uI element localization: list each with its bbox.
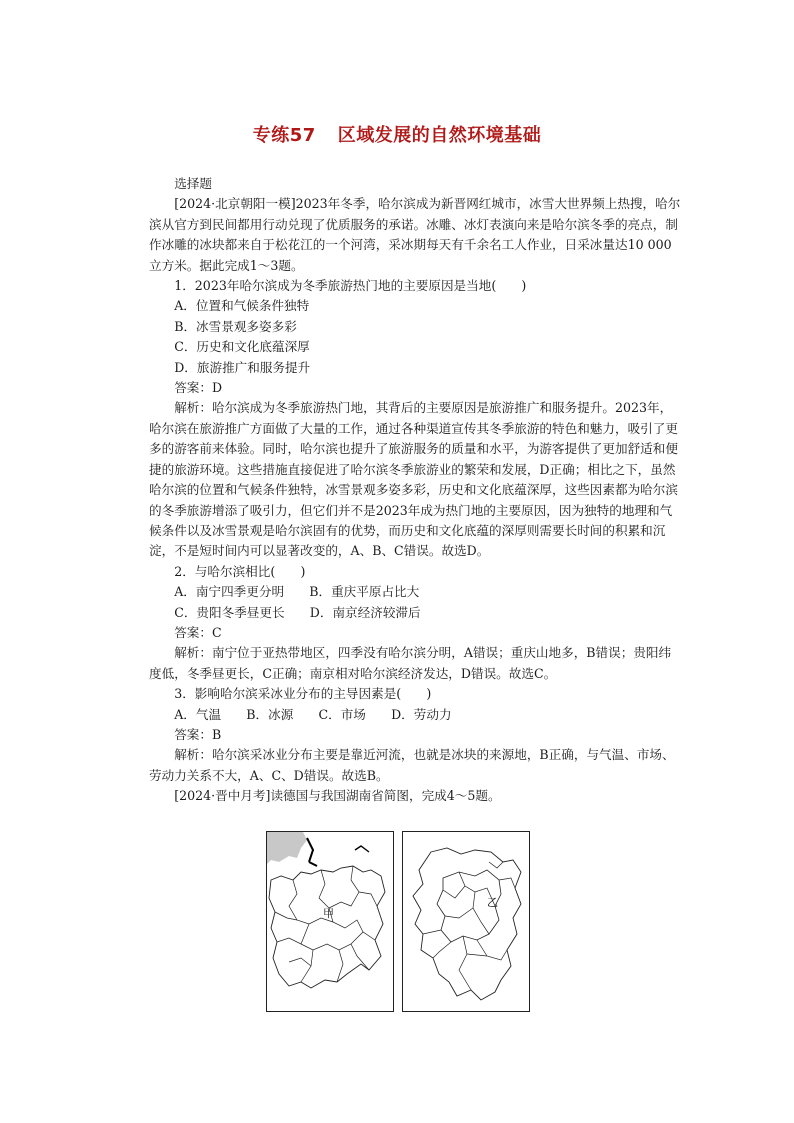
question-3-stem: 3．影响哈尔滨采冰业分布的主导因素是( ) <box>174 686 432 702</box>
question-2-stem: 2．与哈尔滨相比( ) <box>174 563 306 579</box>
question-1-stem: 1．2023年哈尔滨成为冬季旅游热门地的主要原因是当地( ) <box>174 278 527 294</box>
question-3-answer: 答案：B <box>174 726 222 742</box>
material-intro-2: [2024·晋中月考]读德国与我国湖南省简图，完成4～5题。 <box>174 788 501 804</box>
germany-map-drawing <box>267 832 393 1011</box>
germany-map-label: 甲 <box>323 907 334 920</box>
title-number: 专练57 <box>252 125 316 146</box>
question-1-answer: 答案：D <box>174 380 223 396</box>
question-1-analysis: 解析：哈尔滨成为冬季旅游热门地，其背后的主要原因是旅游推广和服务提升。2023年，哈尔滨在旅游推广方面做了大量的工作，通过各种渠道宣传其冬季旅游的特色和魅力，吸引了更多的游客前来体验。同时，哈尔滨也提升了旅游服务的质量和水平，为游客提供了更加舒适和便捷的旅游环境。这些措施直接促进了哈尔滨冬季旅游业的繁荣和发展，D正确；相比之下，虽然哈尔滨的位置和气候条件独特，冰雪景观多姿多彩，历史和文化底蕴深厚，这些因素都为哈尔滨的冬季旅游增添了吸引力，但它们并不是2023年成为热门地的主要原因，因为独特的地理和气候条件以及冰雪景观是哈尔滨固有的优势，而历史和文化底蕴的深厚则需要长时间的积累和沉淀，不是短时间内可以显著改变的，A、B、C错误。故选D。 <box>149 400 678 559</box>
question-3-options-row: A．气温 B．冰源 C．市场 D．劳动力 <box>174 706 452 722</box>
section-heading: 选择题 <box>174 176 212 191</box>
question-1-option-d: D．旅游推广和服务提升 <box>174 359 311 375</box>
question-1-option-b: B．冰雪景观多姿多彩 <box>174 318 297 334</box>
hunan-map-label: 乙 <box>487 896 498 909</box>
question-1-option-a: A．位置和气候条件独特 <box>174 298 310 314</box>
question-2-options-row-1: A．南宁四季更分明 B．重庆平原占比大 <box>174 584 420 600</box>
question-2-analysis: 解析：南宁位于亚热带地区，四季没有哈尔滨分明，A错误；重庆山地多，B错误；贵阳纬度低，冬季昼更长，C正确；南京相对哈尔滨经济发达，D错误。故选C。 <box>149 645 672 681</box>
question-2-answer: 答案：C <box>174 624 222 640</box>
question-1-option-c: C．历史和文化底蕴深厚 <box>174 339 310 355</box>
hunan-map <box>402 831 530 1012</box>
title-topic: 区域发展的自然环境基础 <box>337 125 542 146</box>
page-title <box>0 121 794 147</box>
document-body <box>149 174 683 807</box>
question-2-options-row-2: C．贵阳冬季昼更长 D．南京经济较滞后 <box>174 604 421 620</box>
material-intro-1: [2024·北京朝阳一模]2023年冬季，哈尔滨成为新晋网红城市，冰雪大世界频上热搜，哈尔滨从官方到民间都用行动兑现了优质服务的承诺。冰雕、冰灯表演向来是哈尔滨冬季的亮点，制作冰雕的冰块都来自于松花江的一个河湾，采冰期每天有千余名工人作业，日采冰量达10 000立方米。据此完成1～3题。 <box>149 196 681 273</box>
question-3-analysis: 解析：哈尔滨采冰业分布主要是靠近河流，也就是冰块的来源地，B正确，与气温、市场、劳动力关系不大，A、C、D错误。故选B。 <box>149 747 675 783</box>
germany-map <box>266 831 394 1012</box>
hunan-map-drawing <box>403 832 529 1011</box>
